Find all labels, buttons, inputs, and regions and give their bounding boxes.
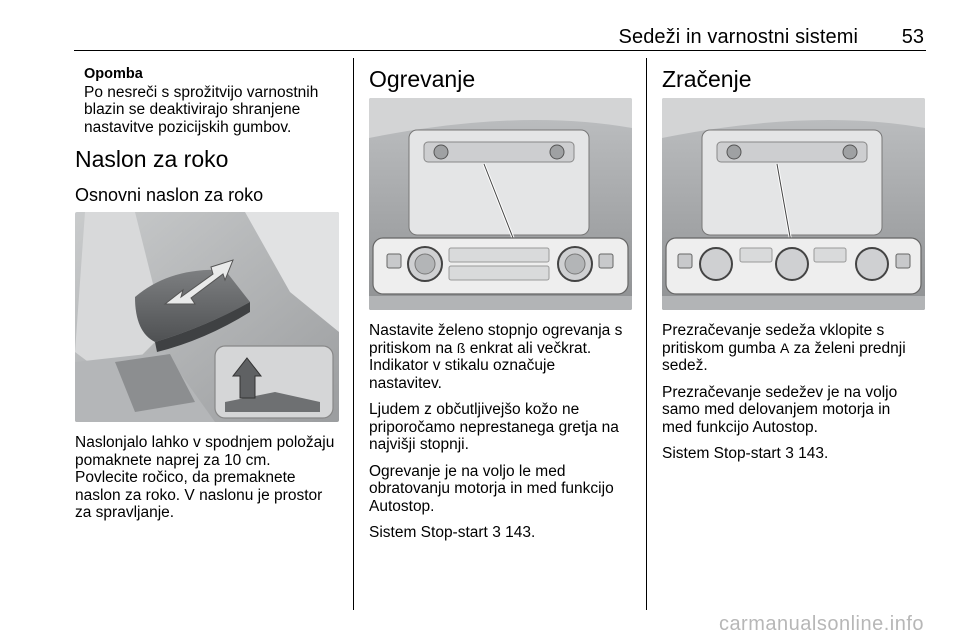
ventilation-paragraph-2 (662, 384, 932, 437)
text-line: Nastavite želeno stopnjo ogrevanja s (369, 322, 623, 339)
text-line: med funkcijo Autostop. (662, 418, 818, 436)
ventilation-paragraph-1 (662, 322, 932, 375)
text-fragment: za želeni prednji (789, 339, 906, 357)
text-line: samo med delovanjem motorja in (662, 401, 891, 418)
reference-label: Sistem Stop-start (662, 445, 786, 462)
text-line: najvišji stopnji. (369, 436, 469, 453)
section-title: Sedeži in varnostni sistemi (618, 26, 858, 48)
reference-arrow-icon: 3 (785, 445, 794, 462)
heading-ventilation: Zračenje (662, 66, 752, 92)
note-line: blazin se deaktivirajo shranjene (84, 101, 301, 118)
text-line: Indikator v stikalu označuje (369, 357, 556, 374)
note-text (84, 84, 346, 137)
text-fragment: enkrat ali večkrat. (465, 339, 592, 357)
heading-armrest: Naslon za roko (75, 146, 229, 172)
ventilation-controls-illustration (662, 98, 925, 310)
ventilation-body (662, 322, 932, 472)
text-line: Ogrevanje je na voljo le med (369, 462, 566, 480)
reference-page: 143. (500, 524, 536, 541)
left-column (84, 60, 346, 136)
text-fragment: pritiskom na (369, 339, 457, 357)
note-line: Po nesreči s sprožitvijo varnostnih (84, 83, 319, 101)
armrest-body (75, 434, 350, 522)
body-line: Naslonjalo lahko v spodnjem položaju (75, 434, 335, 451)
note-title: Opomba (84, 66, 143, 82)
column-divider-right (646, 58, 647, 610)
text-line: obratovanju motorja in med funkcijo (369, 480, 614, 497)
heating-body (369, 322, 639, 551)
body-line: Povlecite ročico, da premaknete (75, 469, 296, 486)
text-line: Ljudem z občutljivejšo kožo ne (369, 401, 580, 418)
text-line (369, 340, 639, 358)
seat-heating-icon: ß (456, 339, 466, 356)
body-line: za spravljanje. (75, 504, 175, 521)
text-line: priporočamo neprestanega gretja na (369, 418, 619, 436)
text-fragment: pritiskom gumba (662, 339, 781, 357)
reference-label: Sistem Stop-start (369, 524, 493, 541)
heating-paragraph-2 (369, 401, 639, 454)
page-header (74, 0, 926, 51)
heading-heating: Ogrevanje (369, 66, 476, 92)
watermark: carmanualsonline.info (718, 613, 924, 635)
armrest-illustration (75, 212, 339, 422)
seat-ventilation-icon: A (780, 339, 790, 356)
reference-arrow-icon: 3 (492, 524, 501, 541)
armrest-section (75, 146, 350, 206)
text-line: Prezračevanje sedežev je na voljo (662, 383, 898, 401)
stop-start-reference[interactable] (662, 445, 932, 463)
note-line: nastavitve pozicijskih gumbov. (84, 118, 292, 136)
text-line: Autostop. (369, 497, 435, 515)
heating-controls-illustration (369, 98, 632, 310)
text-line: Prezračevanje sedeža vklopite s (662, 322, 885, 339)
reference-page: 143. (793, 445, 829, 462)
body-line: naslon za roko. V naslonu je prostor (75, 486, 323, 504)
page-number: 53 (901, 26, 924, 48)
text-line (662, 340, 932, 358)
subheading-basic-armrest: Osnovni naslon za roko (75, 185, 264, 205)
heating-section (369, 58, 639, 92)
body-line: pomaknete naprej za 10 cm. (75, 451, 271, 469)
text-line: sedež. (662, 357, 708, 374)
text-line: nastavitev. (369, 374, 442, 392)
heating-paragraph-1 (369, 322, 639, 392)
stop-start-reference[interactable] (369, 524, 639, 542)
column-divider-left (353, 58, 354, 610)
heating-paragraph-3 (369, 463, 639, 516)
ventilation-section (662, 58, 932, 92)
